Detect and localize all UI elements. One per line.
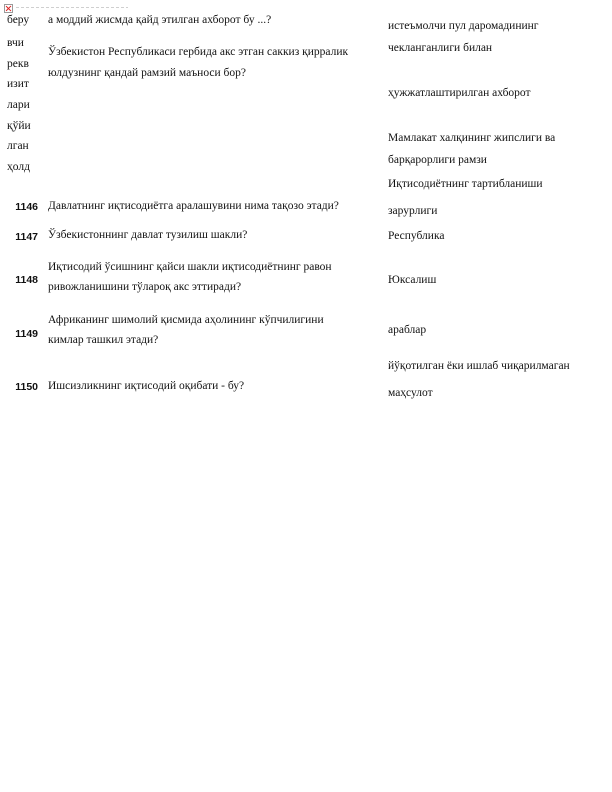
answer-text: ҳужжатлаштирилган ахборот	[388, 87, 531, 99]
fragment-line: ҳолд	[7, 161, 30, 173]
answer-text: Иқтисодиётнинг тартибланиши	[388, 178, 543, 190]
answer-text: зарурлиги	[388, 205, 438, 217]
answer-text: Юксалиш	[388, 274, 437, 286]
fragment-line: изит	[7, 78, 29, 90]
question-text: Иқтисодий ўсишнинг қайси шакли иқтисодиётнинг равон	[48, 261, 332, 273]
fragment-line: лари	[7, 99, 30, 111]
question-text: а моддий жисмда қайд этилган ахборот бу ...?	[48, 14, 272, 26]
question-text: Африканинг шимолий қисмида аҳолининг кўпчилигини	[48, 314, 324, 326]
broken-image-icon	[4, 4, 13, 13]
question-text: юлдузнинг қандай рамзий маъноси бор?	[48, 67, 246, 79]
answer-text: чекланганлиги билан	[388, 42, 493, 54]
question-text: Ишсизликнинг иқтисодий оқибати - бу?	[48, 380, 245, 392]
question-text: кимлар ташкил этади?	[48, 334, 159, 346]
answer-text: араблар	[388, 324, 427, 336]
fragment-line: қўйи	[7, 120, 31, 132]
answer-text: маҳсулот	[388, 387, 433, 399]
row-number: 1147	[15, 231, 38, 243]
faint-header-line	[16, 7, 128, 8]
answer-text: барқарорлиги рамзи	[388, 154, 487, 166]
question-text: ривожланишини тўлароқ акс эттиради?	[48, 281, 242, 293]
answer-text: Республика	[388, 230, 445, 242]
fragment-line: лган	[7, 140, 29, 152]
fragment-line: рекв	[7, 58, 29, 70]
answer-text: Мамлакат халқининг жипслиги ва	[388, 132, 556, 144]
question-text: Ўзбекистон Республикаси гербида акс этган саккиз қирралик	[48, 46, 349, 58]
row-number: 1150	[15, 381, 38, 393]
row-number: 1149	[15, 328, 38, 340]
fragment-line: беру	[7, 14, 30, 26]
answer-text: йўқотилган ёки ишлаб чиқарилмаган	[388, 360, 570, 372]
row-number: 1146	[15, 201, 38, 213]
answer-text: истеъмолчи пул даромадининг	[388, 20, 539, 32]
row-number: 1148	[15, 274, 38, 286]
question-text: Давлатнинг иқтисодиётга аралашувини нима тақозо этади?	[48, 200, 339, 212]
fragment-line: вчи	[7, 37, 24, 49]
question-text: Ўзбекистоннинг давлат тузилиш шакли?	[48, 229, 248, 241]
